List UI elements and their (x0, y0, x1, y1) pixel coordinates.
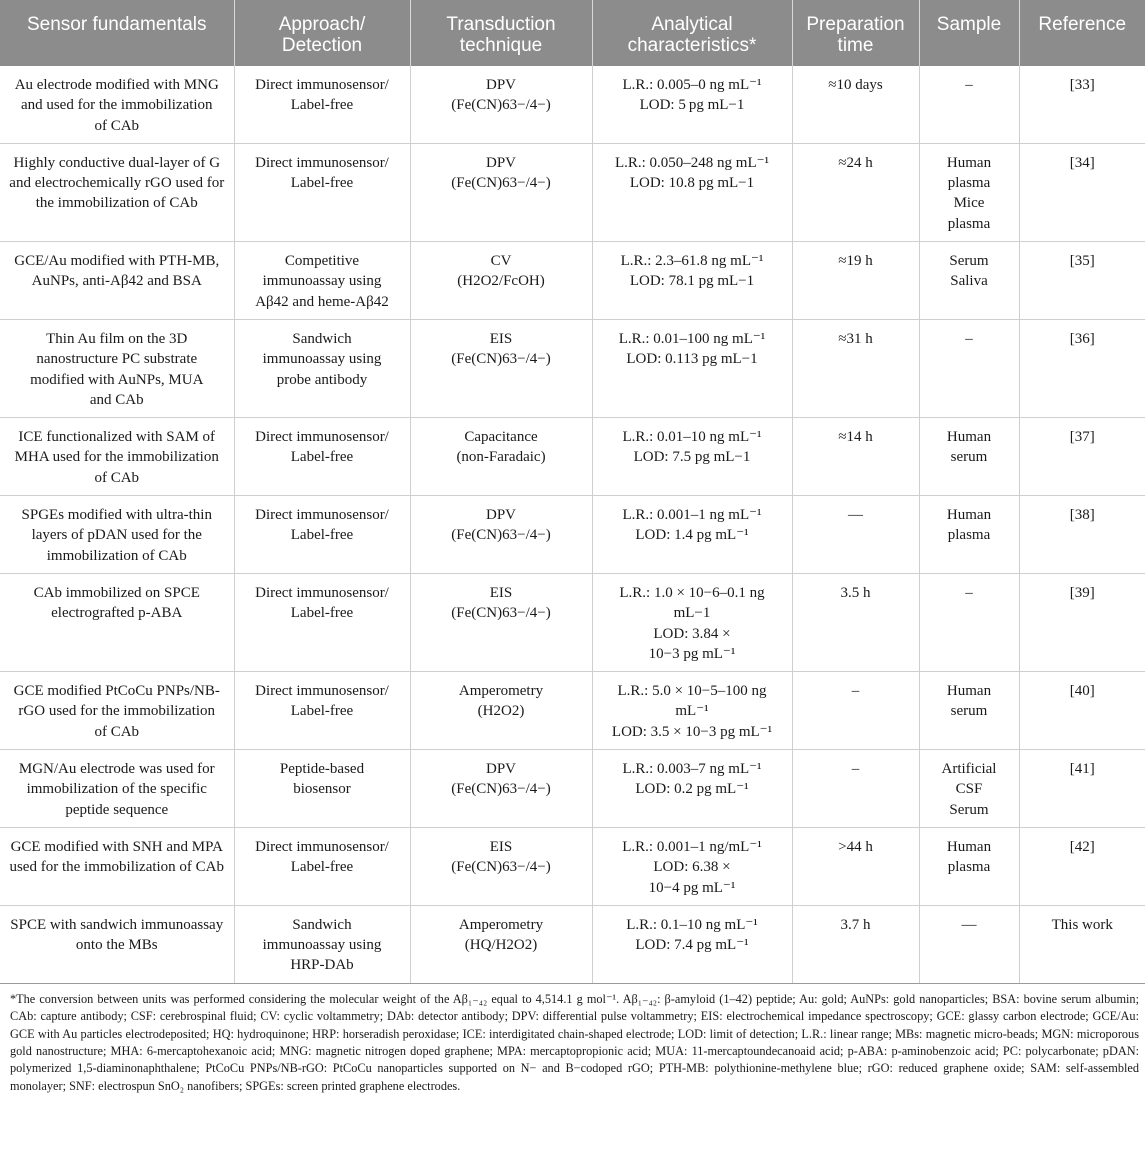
cell-line: – (965, 330, 973, 347)
cell-line: rGO used for the immobilization (18, 703, 216, 720)
sample-cell (919, 496, 1019, 574)
analytical-cell (592, 496, 792, 574)
cell-line: EIS (489, 584, 513, 601)
cell-line: Amperometry (458, 916, 544, 933)
cell-line: L.R.: 0.1–10 ng mL⁻¹ (626, 916, 758, 933)
reference-cell (1019, 242, 1145, 320)
cell-line: [34] (1069, 154, 1095, 171)
cell-line: L.R.: 2.3–61.8 ng mL⁻¹ (620, 253, 764, 270)
cell-line: – (851, 761, 860, 778)
table-row (0, 905, 1145, 983)
cell-line: Human (946, 683, 992, 700)
analytical-cell (592, 319, 792, 417)
table-row (0, 418, 1145, 496)
cell-line: plasma (947, 527, 991, 544)
table-body (0, 66, 1145, 983)
cell-line: [41] (1069, 761, 1095, 778)
cell-line: [39] (1069, 584, 1095, 601)
cell-line: (Fe(CN)63−/4−) (451, 97, 551, 114)
cell-line: (Fe(CN)63−/4−) (451, 175, 551, 192)
sensor-fundamentals-cell (0, 750, 234, 828)
approach-cell (234, 672, 410, 750)
cell-line: GCE/Au modified with PTH-MB, (14, 253, 220, 270)
analytical-cell (592, 827, 792, 905)
analytical-cell (592, 242, 792, 320)
analytical-characteristics-header (592, 0, 792, 66)
cell-line: Label-free (290, 859, 354, 876)
cell-line: Direct immunosensor/ (255, 683, 389, 700)
cell-line: Label-free (290, 97, 354, 114)
cell-line: Peptide-based (279, 761, 365, 778)
approach-cell (234, 827, 410, 905)
transduction-cell (410, 750, 592, 828)
transduction-cell (410, 319, 592, 417)
transduction-cell (410, 573, 592, 671)
transduction-cell (410, 143, 592, 241)
cell-line: serum (950, 703, 988, 720)
cell-line: Human (946, 154, 992, 171)
header-line: Preparation (806, 14, 905, 35)
cell-line: LOD: 7.5 pg mL−1 (633, 449, 751, 466)
header-line: Approach/ (278, 14, 366, 35)
analytical-cell (592, 66, 792, 143)
table-row (0, 827, 1145, 905)
cell-line: probe antibody (276, 371, 368, 388)
cell-line: Mice (953, 195, 985, 212)
transduction-cell (410, 905, 592, 983)
preparation-time-cell (792, 827, 919, 905)
reference-cell (1019, 750, 1145, 828)
cell-line: — (848, 507, 863, 524)
preparation-time-cell (792, 418, 919, 496)
table-footnote: *The conversion between units was performed considering the molecular weight of the Aβ₁₋₄₂ equal to 4,514.1 g mol⁻¹. Aβ₁₋₄₂: β-amyloid (1–42) peptide; Au: gold; AuNPs: gold nanoparticles; BSA: bovine serum albumin; CAb: capture antibody; CSF: cerebrospinal fluid; CV: cyclic voltammetry; DAb: detector antibody; DPV: differential pulse voltammetry; EIS: electrochemical impedance spectroscopy; GCE: glassy carbon electrode; GCE/Au: GCE with Au particles electrodeposited; HQ: hydroquinone; HRP: horseradish peroxidase; ICE: interdigitated chain-shaped electrode; LOD: limit of detection; L.R.: linear range; MBs: magnetic micro-beads; MGN: microporous gold nanostructure; MHA: 6-mercaptohexanoic acid; MNG: magnetic nitrogen doped graphene; MPA: mercaptopropionic acid; MUA: 11-mercaptoundecanoaid acid; p-ABA: p-aminobenzoic acid; PC: polycarbonate; pDAN: polymerized 1,5-diaminonaphthalene; PtCoCu PNPs/NB-rGO: PtCoCu nanoparticles supported on N− and B−codoped rGO; PTH-MB: polythionine-methylene blue; rGO: reduced graphene oxide; SAM: self-assembled monolayer; SNF: electrospun SnO₂ nanofibers; SPGEs: screen printed graphene electrodes. (10, 991, 1139, 1093)
cell-line: Human (946, 838, 992, 855)
cell-line: immobilization of the specific (26, 781, 207, 798)
cell-line: mL⁻¹ (675, 703, 709, 720)
reference-cell (1019, 319, 1145, 417)
cell-line: of CAb (94, 469, 140, 486)
cell-line: (Fe(CN)63−/4−) (451, 859, 551, 876)
sample-header (919, 0, 1019, 66)
sensor-fundamentals-cell (0, 242, 234, 320)
cell-line: EIS (489, 330, 513, 347)
analytical-cell (592, 573, 792, 671)
approach-cell (234, 496, 410, 574)
cell-line: >44 h (838, 838, 873, 855)
cell-line: immunoassay using (262, 937, 382, 954)
cell-line: Highly conductive dual-layer of G (13, 154, 221, 171)
cell-line: EIS (489, 838, 513, 855)
cell-line: LOD: 7.4 pg mL⁻¹ (635, 937, 749, 954)
sample-cell (919, 242, 1019, 320)
cell-line: [37] (1069, 429, 1095, 446)
cell-line: 3.5 h (840, 584, 871, 601)
cell-line: (Fe(CN)63−/4−) (451, 781, 551, 798)
approach-cell (234, 573, 410, 671)
cell-line: and used for the immobilization (20, 97, 213, 114)
cell-line: mL−1 (673, 605, 711, 622)
cell-line: used for the immobilization of CAb (9, 859, 225, 876)
cell-line: ≈24 h (838, 154, 873, 171)
header-line: Detection (281, 35, 363, 56)
cell-line: LOD: 0.2 pg mL⁻¹ (635, 781, 749, 798)
cell-line: LOD: 10.8 pg mL−1 (629, 175, 755, 192)
header-line: technique (459, 35, 543, 56)
reference-cell (1019, 905, 1145, 983)
sensor-fundamentals-cell (0, 905, 234, 983)
cell-line: 10−4 pg mL⁻¹ (648, 879, 736, 896)
sample-cell (919, 750, 1019, 828)
sample-cell (919, 672, 1019, 750)
cell-line: (H2O2) (477, 703, 525, 720)
cell-line: LOD: 0.113 pg mL−1 (626, 351, 758, 368)
cell-line: L.R.: 0.005–0 ng mL⁻¹ (622, 77, 762, 93)
preparation-time-cell (792, 242, 919, 320)
preparation-time-cell (792, 66, 919, 143)
sensor-fundamentals-cell (0, 496, 234, 574)
cell-line: Capacitance (464, 429, 538, 446)
preparation-time-cell (792, 573, 919, 671)
cell-line: layers of pDAN used for the (31, 527, 202, 544)
cell-line: the immobilization of CAb (35, 195, 198, 212)
cell-line: ICE functionalized with SAM of (18, 429, 216, 446)
transduction-cell (410, 672, 592, 750)
cell-line: Label-free (290, 605, 354, 622)
cell-line: This work (1051, 916, 1113, 933)
reference-cell (1019, 827, 1145, 905)
cell-line: – (965, 77, 973, 93)
header-line: Analytical (651, 14, 733, 35)
sensor-fundamentals-header (0, 0, 234, 66)
cell-line: nanostructure PC substrate (36, 351, 198, 368)
cell-line: Thin Au film on the 3D (46, 330, 188, 347)
header-line: Sensor fundamentals (26, 14, 207, 35)
preparation-time-cell (792, 496, 919, 574)
approach-cell (234, 750, 410, 828)
cell-line: 10−3 pg mL⁻¹ (648, 645, 736, 662)
approach-cell (234, 905, 410, 983)
header-line: time (837, 35, 874, 56)
sensor-fundamentals-cell (0, 319, 234, 417)
sensor-fundamentals-cell (0, 143, 234, 241)
cell-line: L.R.: 0.01–100 ng mL⁻¹ (618, 330, 766, 347)
transduction-cell (410, 496, 592, 574)
transduction-cell (410, 827, 592, 905)
sample-cell (919, 66, 1019, 143)
sample-cell (919, 905, 1019, 983)
cell-line: L.R.: 0.001–1 ng/mL⁻¹ (622, 838, 762, 855)
cell-line: Saliva (950, 273, 988, 290)
analytical-cell (592, 750, 792, 828)
preparation-time-header (792, 0, 919, 66)
table-row (0, 496, 1145, 574)
cell-line: LOD: 1.4 pg mL⁻¹ (635, 527, 749, 544)
cell-line: [35] (1069, 253, 1095, 270)
header-line: Transduction (446, 14, 556, 35)
cell-line: (Fe(CN)63−/4−) (451, 351, 551, 368)
analytical-cell (592, 672, 792, 750)
cell-line: (H2O2/FcOH) (457, 273, 545, 290)
approach-cell (234, 66, 410, 143)
analytical-cell (592, 143, 792, 241)
header-line: characteristics* (627, 35, 757, 56)
table-header-row (0, 0, 1145, 66)
cell-line: plasma (947, 859, 991, 876)
cell-line: electrografted p-ABA (51, 605, 183, 622)
approach-cell (234, 319, 410, 417)
analytical-cell (592, 418, 792, 496)
cell-line: MHA used for the immobilization (14, 449, 219, 466)
preparation-time-cell (792, 143, 919, 241)
preparation-time-cell (792, 905, 919, 983)
cell-line: immunoassay using (262, 273, 382, 290)
cell-line: Competitive (284, 253, 360, 270)
cell-line: Human (946, 429, 992, 446)
cell-line: of CAb (94, 117, 140, 134)
reference-header (1019, 0, 1145, 66)
header-line: Sample (936, 14, 1002, 35)
reference-cell (1019, 496, 1145, 574)
cell-line: ≈31 h (838, 330, 873, 347)
sensor-fundamentals-cell (0, 418, 234, 496)
cell-line: (HQ/H2O2) (464, 937, 538, 954)
transduction-cell (410, 418, 592, 496)
sample-cell (919, 827, 1019, 905)
cell-line: Direct immunosensor/ (255, 154, 389, 171)
sample-cell (919, 143, 1019, 241)
cell-line: (Fe(CN)63−/4−) (451, 605, 551, 622)
cell-line: Label-free (290, 703, 354, 720)
cell-line: of CAb (94, 723, 140, 740)
cell-line: peptide sequence (65, 801, 169, 818)
cell-line: and CAb (89, 391, 144, 408)
reference-cell (1019, 672, 1145, 750)
table-row (0, 143, 1145, 241)
cell-line: L.R.: 0.050–248 ng mL⁻¹ (614, 154, 770, 171)
cell-line: serum (950, 449, 988, 466)
preparation-time-cell (792, 319, 919, 417)
cell-line: ≈19 h (838, 253, 873, 270)
cell-line: plasma (947, 175, 991, 192)
cell-line: – (851, 683, 860, 700)
cell-line: [36] (1069, 330, 1095, 347)
cell-line: DPV (485, 507, 516, 524)
table-row (0, 319, 1145, 417)
table-row (0, 66, 1145, 143)
sample-cell (919, 573, 1019, 671)
cell-line: GCE modified with SNH and MPA (10, 838, 223, 855)
table-row (0, 573, 1145, 671)
cell-line: immunoassay using (262, 351, 382, 368)
transduction-cell (410, 242, 592, 320)
approach-cell (234, 143, 410, 241)
sample-cell (919, 418, 1019, 496)
sensor-fundamentals-cell (0, 672, 234, 750)
cell-line: Direct immunosensor/ (255, 584, 389, 601)
cell-line: CSF (955, 781, 983, 798)
cell-line: Direct immunosensor/ (255, 429, 389, 446)
cell-line: Label-free (290, 175, 354, 192)
preparation-time-cell (792, 672, 919, 750)
cell-line: L.R.: 0.003–7 ng mL⁻¹ (622, 761, 762, 778)
cell-line: onto the MBs (75, 937, 158, 954)
cell-line: immobilization of CAb (46, 547, 187, 564)
cell-line: Human (946, 507, 992, 524)
cell-line: [42] (1069, 838, 1095, 855)
sensor-fundamentals-cell (0, 66, 234, 143)
cell-line: Label-free (290, 527, 354, 544)
transduction-technique-header (410, 0, 592, 66)
reference-cell (1019, 66, 1145, 143)
header-line: Reference (1038, 14, 1127, 35)
cell-line: LOD: 3.5 × 10−3 pg mL⁻¹ (611, 723, 773, 740)
cell-line: Sandwich (292, 330, 352, 347)
cell-line: (Fe(CN)63−/4−) (451, 527, 551, 544)
approach-cell (234, 418, 410, 496)
cell-line: Amperometry (458, 683, 544, 700)
cell-line: SPGEs modified with ultra-thin (21, 507, 212, 524)
cell-line: LOD: 6.38 × (653, 859, 731, 876)
cell-line: ≈14 h (838, 429, 873, 446)
cell-line: L.R.: 5.0 × 10−5–100 ng (617, 683, 767, 700)
cell-line: — (961, 916, 977, 933)
cell-line: [33] (1069, 77, 1095, 93)
cell-line: DPV (485, 761, 516, 778)
cell-line: Au electrode modified with MNG (14, 77, 219, 93)
reference-cell (1019, 143, 1145, 241)
cell-line: plasma (947, 215, 991, 232)
cell-line: CV (490, 253, 512, 270)
cell-line: Serum (949, 801, 989, 818)
cell-line: HRP-DAb (290, 957, 354, 974)
reference-cell (1019, 418, 1145, 496)
transduction-cell (410, 66, 592, 143)
cell-line: LOD: 3.84 × (653, 625, 731, 642)
sensor-fundamentals-cell (0, 573, 234, 671)
cell-line: biosensor (293, 781, 351, 798)
cell-line: [38] (1069, 507, 1095, 524)
cell-line: Artificial (941, 761, 997, 778)
cell-line: and electrochemically rGO used for (9, 175, 225, 192)
cell-line: Label-free (290, 449, 354, 466)
cell-line: CAb immobilized on SPCE (33, 584, 200, 601)
cell-line: Sandwich (292, 916, 352, 933)
table-row (0, 242, 1145, 320)
table-row (0, 672, 1145, 750)
cell-line: [40] (1069, 683, 1095, 700)
cell-line: DPV (485, 77, 516, 93)
sample-cell (919, 319, 1019, 417)
cell-line: LOD: 78.1 pg mL−1 (629, 273, 755, 290)
cell-line: – (965, 584, 973, 601)
cell-line: L.R.: 1.0 × 10−6–0.1 ng (619, 584, 765, 601)
cell-line: Direct immunosensor/ (255, 838, 389, 855)
approach-detection-header (234, 0, 410, 66)
cell-line: L.R.: 0.01–10 ng mL⁻¹ (622, 429, 762, 446)
cell-line: SPCE with sandwich immunoassay (10, 916, 224, 933)
cell-line: MGN/Au electrode was used for (18, 761, 215, 778)
cell-line: Direct immunosensor/ (255, 77, 389, 93)
preparation-time-cell (792, 750, 919, 828)
sensor-fundamentals-cell (0, 827, 234, 905)
cell-line: (non-Faradaic) (456, 449, 546, 466)
cell-line: 3.7 h (840, 916, 871, 933)
cell-line: L.R.: 0.001–1 ng mL⁻¹ (622, 507, 762, 524)
cell-line: AuNPs, anti-Aβ42 and BSA (31, 273, 202, 290)
cell-line: Direct immunosensor/ (255, 507, 389, 524)
approach-cell (234, 242, 410, 320)
table-row (0, 750, 1145, 828)
cell-line: Aβ42 and heme-Aβ42 (255, 293, 389, 310)
analytical-cell (592, 905, 792, 983)
cell-line: GCE modified PtCoCu PNPs/NB- (13, 683, 220, 700)
cell-line: ≈10 days (828, 77, 883, 93)
reference-cell (1019, 573, 1145, 671)
cell-line: modified with AuNPs, MUA (30, 371, 204, 388)
cell-line: Serum (949, 253, 989, 270)
cell-line: LOD: 5 pg mL−1 (639, 97, 745, 114)
cell-line: DPV (485, 154, 516, 171)
